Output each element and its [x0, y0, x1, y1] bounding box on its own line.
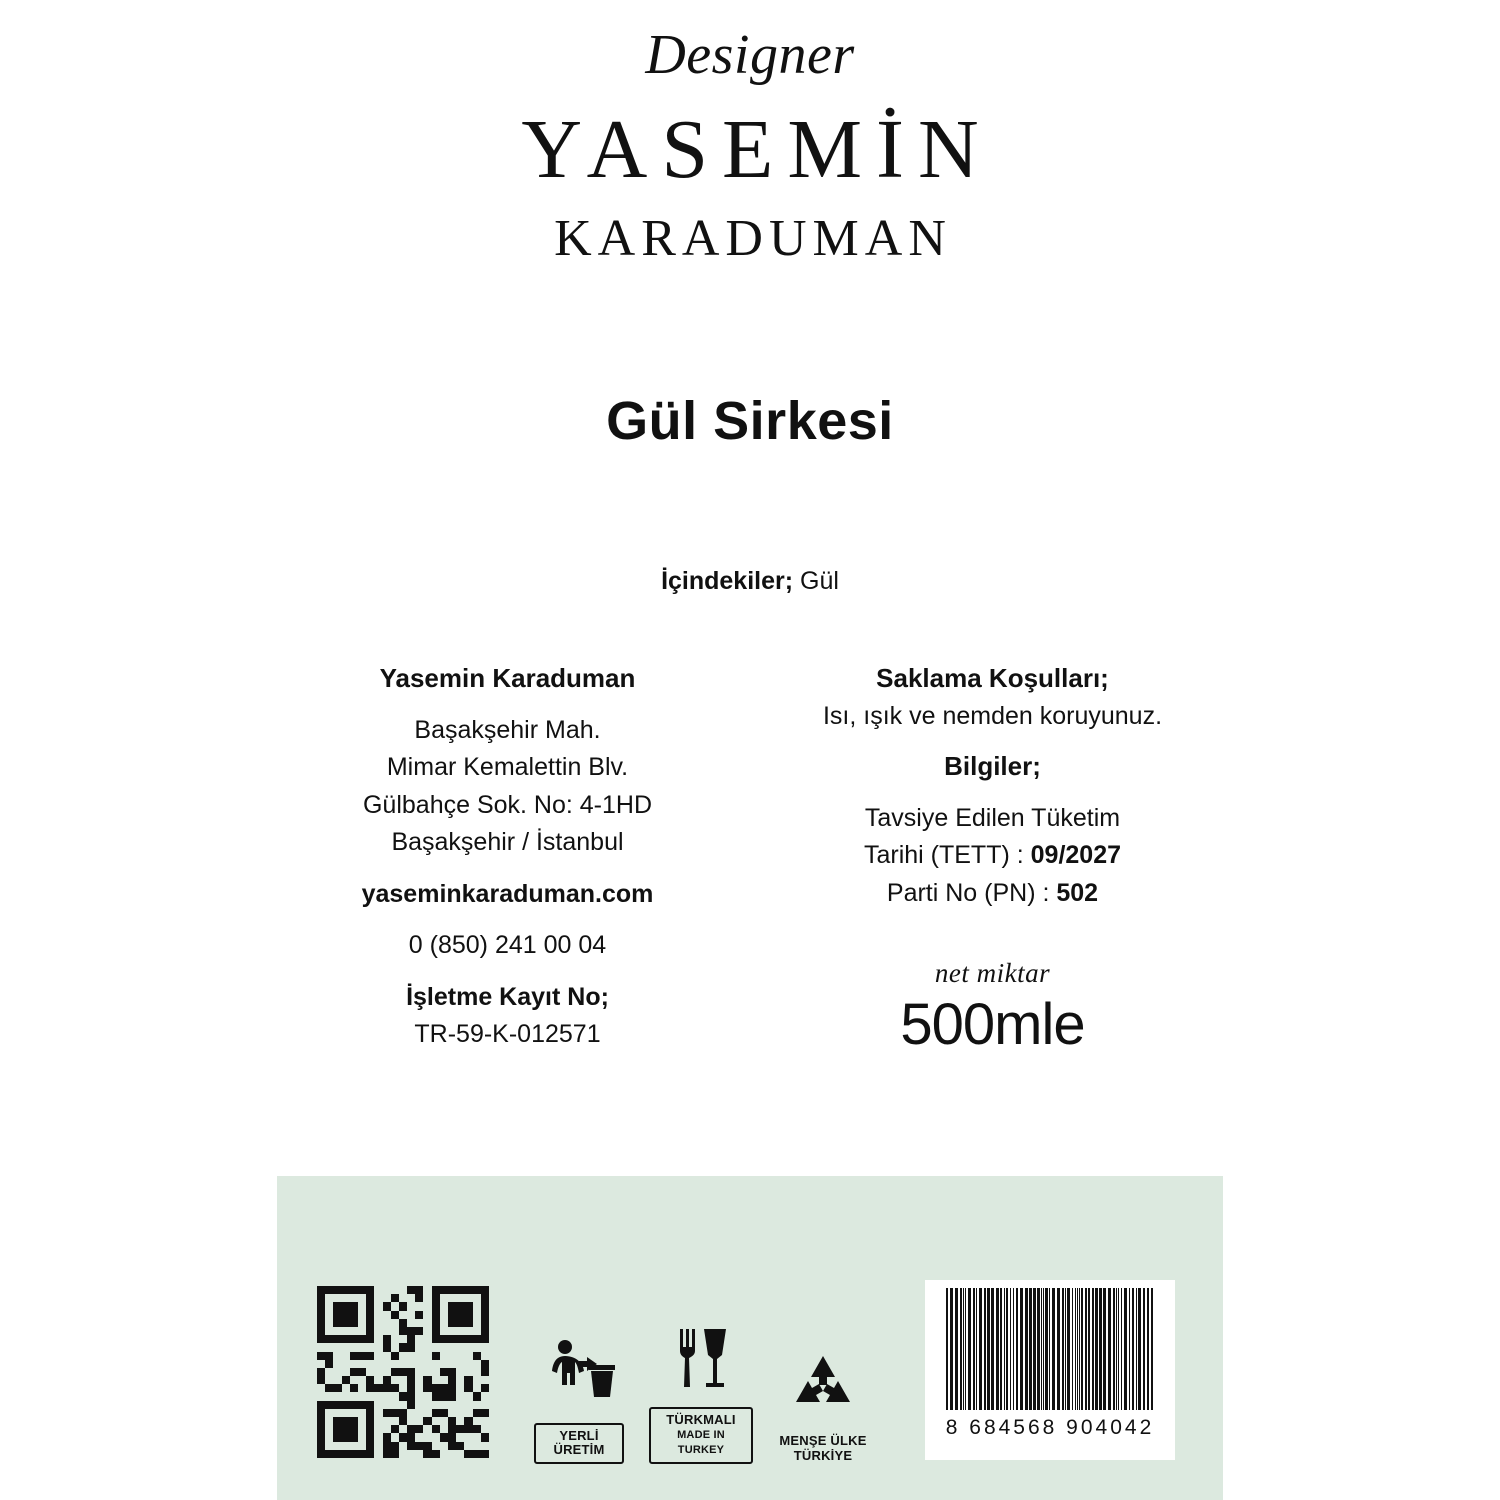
net-quantity	[765, 958, 1220, 1058]
barcode	[925, 1280, 1175, 1460]
mense-ulke-line-2: TÜRKİYE	[793, 1448, 853, 1464]
made-in-turkey-line-2: MADE IN TURKEY	[677, 1429, 725, 1457]
mense-ulke-badge	[771, 1434, 875, 1464]
company-name: Yasemin Karaduman	[379, 663, 636, 693]
company-phone[interactable]: 0 (850) 241 00 04	[408, 931, 607, 960]
recycle-icon	[771, 1340, 875, 1426]
company-address-line-3: Gülbahçe Sok. No: 4-1HD	[362, 790, 653, 819]
barcode-bars	[935, 1288, 1165, 1410]
company-address-line-4: Başakşehir / İstanbul	[391, 828, 624, 857]
food-safe-icon	[649, 1313, 753, 1399]
company-website[interactable]: yaseminkaraduman.com	[361, 879, 654, 908]
yerli-uretim-line-1: YERLİ	[559, 1427, 599, 1443]
tett-value: 09/2027	[1030, 841, 1122, 870]
qr-code[interactable]	[317, 1286, 489, 1458]
info-columns	[280, 660, 1220, 1058]
tett-line-2	[765, 837, 1220, 875]
brand-surname-text: KARADUMAN	[554, 209, 952, 267]
storage-text: Isı, ışık ve nemden koruyunuz.	[822, 701, 1163, 730]
tett-label: Tarihi (TETT) :	[863, 841, 1024, 870]
footer-icons	[527, 1284, 887, 1464]
info-heading: Bilgiler;	[944, 750, 1041, 781]
mense-ulke-line-1: MENŞE ÜLKE	[779, 1433, 867, 1449]
company-address-line-1: Başakşehir Mah.	[414, 715, 601, 744]
storage-column	[765, 660, 1220, 1058]
batch-label: Parti No (PN) :	[886, 878, 1050, 907]
yerli-uretim-badge	[527, 1423, 631, 1464]
footer-panel	[277, 1176, 1223, 1500]
net-quantity-value: 500mle	[900, 992, 1085, 1058]
brand-designer-text: Designer	[645, 24, 855, 86]
ingredients-label: İçindekiler;	[661, 567, 794, 595]
storage-heading: Saklama Koşulları;	[876, 663, 1109, 693]
qr-code-grid	[317, 1286, 489, 1458]
brand-name-text: YASEMİN	[521, 102, 993, 196]
registry-value: TR-59-K-012571	[414, 1020, 601, 1049]
batch-value: 502	[1056, 878, 1099, 907]
company-address-line-2: Mimar Kemalettin Blv.	[386, 753, 629, 782]
registry-label: İşletme Kayıt No;	[406, 982, 609, 1011]
made-in-turkey-badge	[649, 1407, 753, 1464]
yerli-uretim-line-2: ÜRETİM	[553, 1441, 605, 1457]
product-title: Gül Sirkesi	[606, 391, 894, 451]
icon-group-yerli-uretim	[527, 1329, 631, 1464]
ingredients-value: Gül	[800, 567, 839, 595]
net-quantity-label: net miktar	[934, 958, 1051, 989]
batch-line	[765, 875, 1220, 913]
ingredients-line	[0, 567, 1500, 596]
made-in-turkey-line-1: TÜRKMALI	[666, 1412, 736, 1428]
company-column	[280, 660, 735, 1058]
tidyman-icon	[527, 1329, 631, 1415]
icon-group-mense-ulke	[771, 1340, 875, 1464]
icon-group-made-in-turkey	[649, 1313, 753, 1464]
tett-line-1: Tavsiye Edilen Tüketim	[864, 803, 1121, 832]
brand-header	[0, 26, 1500, 270]
barcode-number: 8 684568 904042	[945, 1416, 1155, 1439]
